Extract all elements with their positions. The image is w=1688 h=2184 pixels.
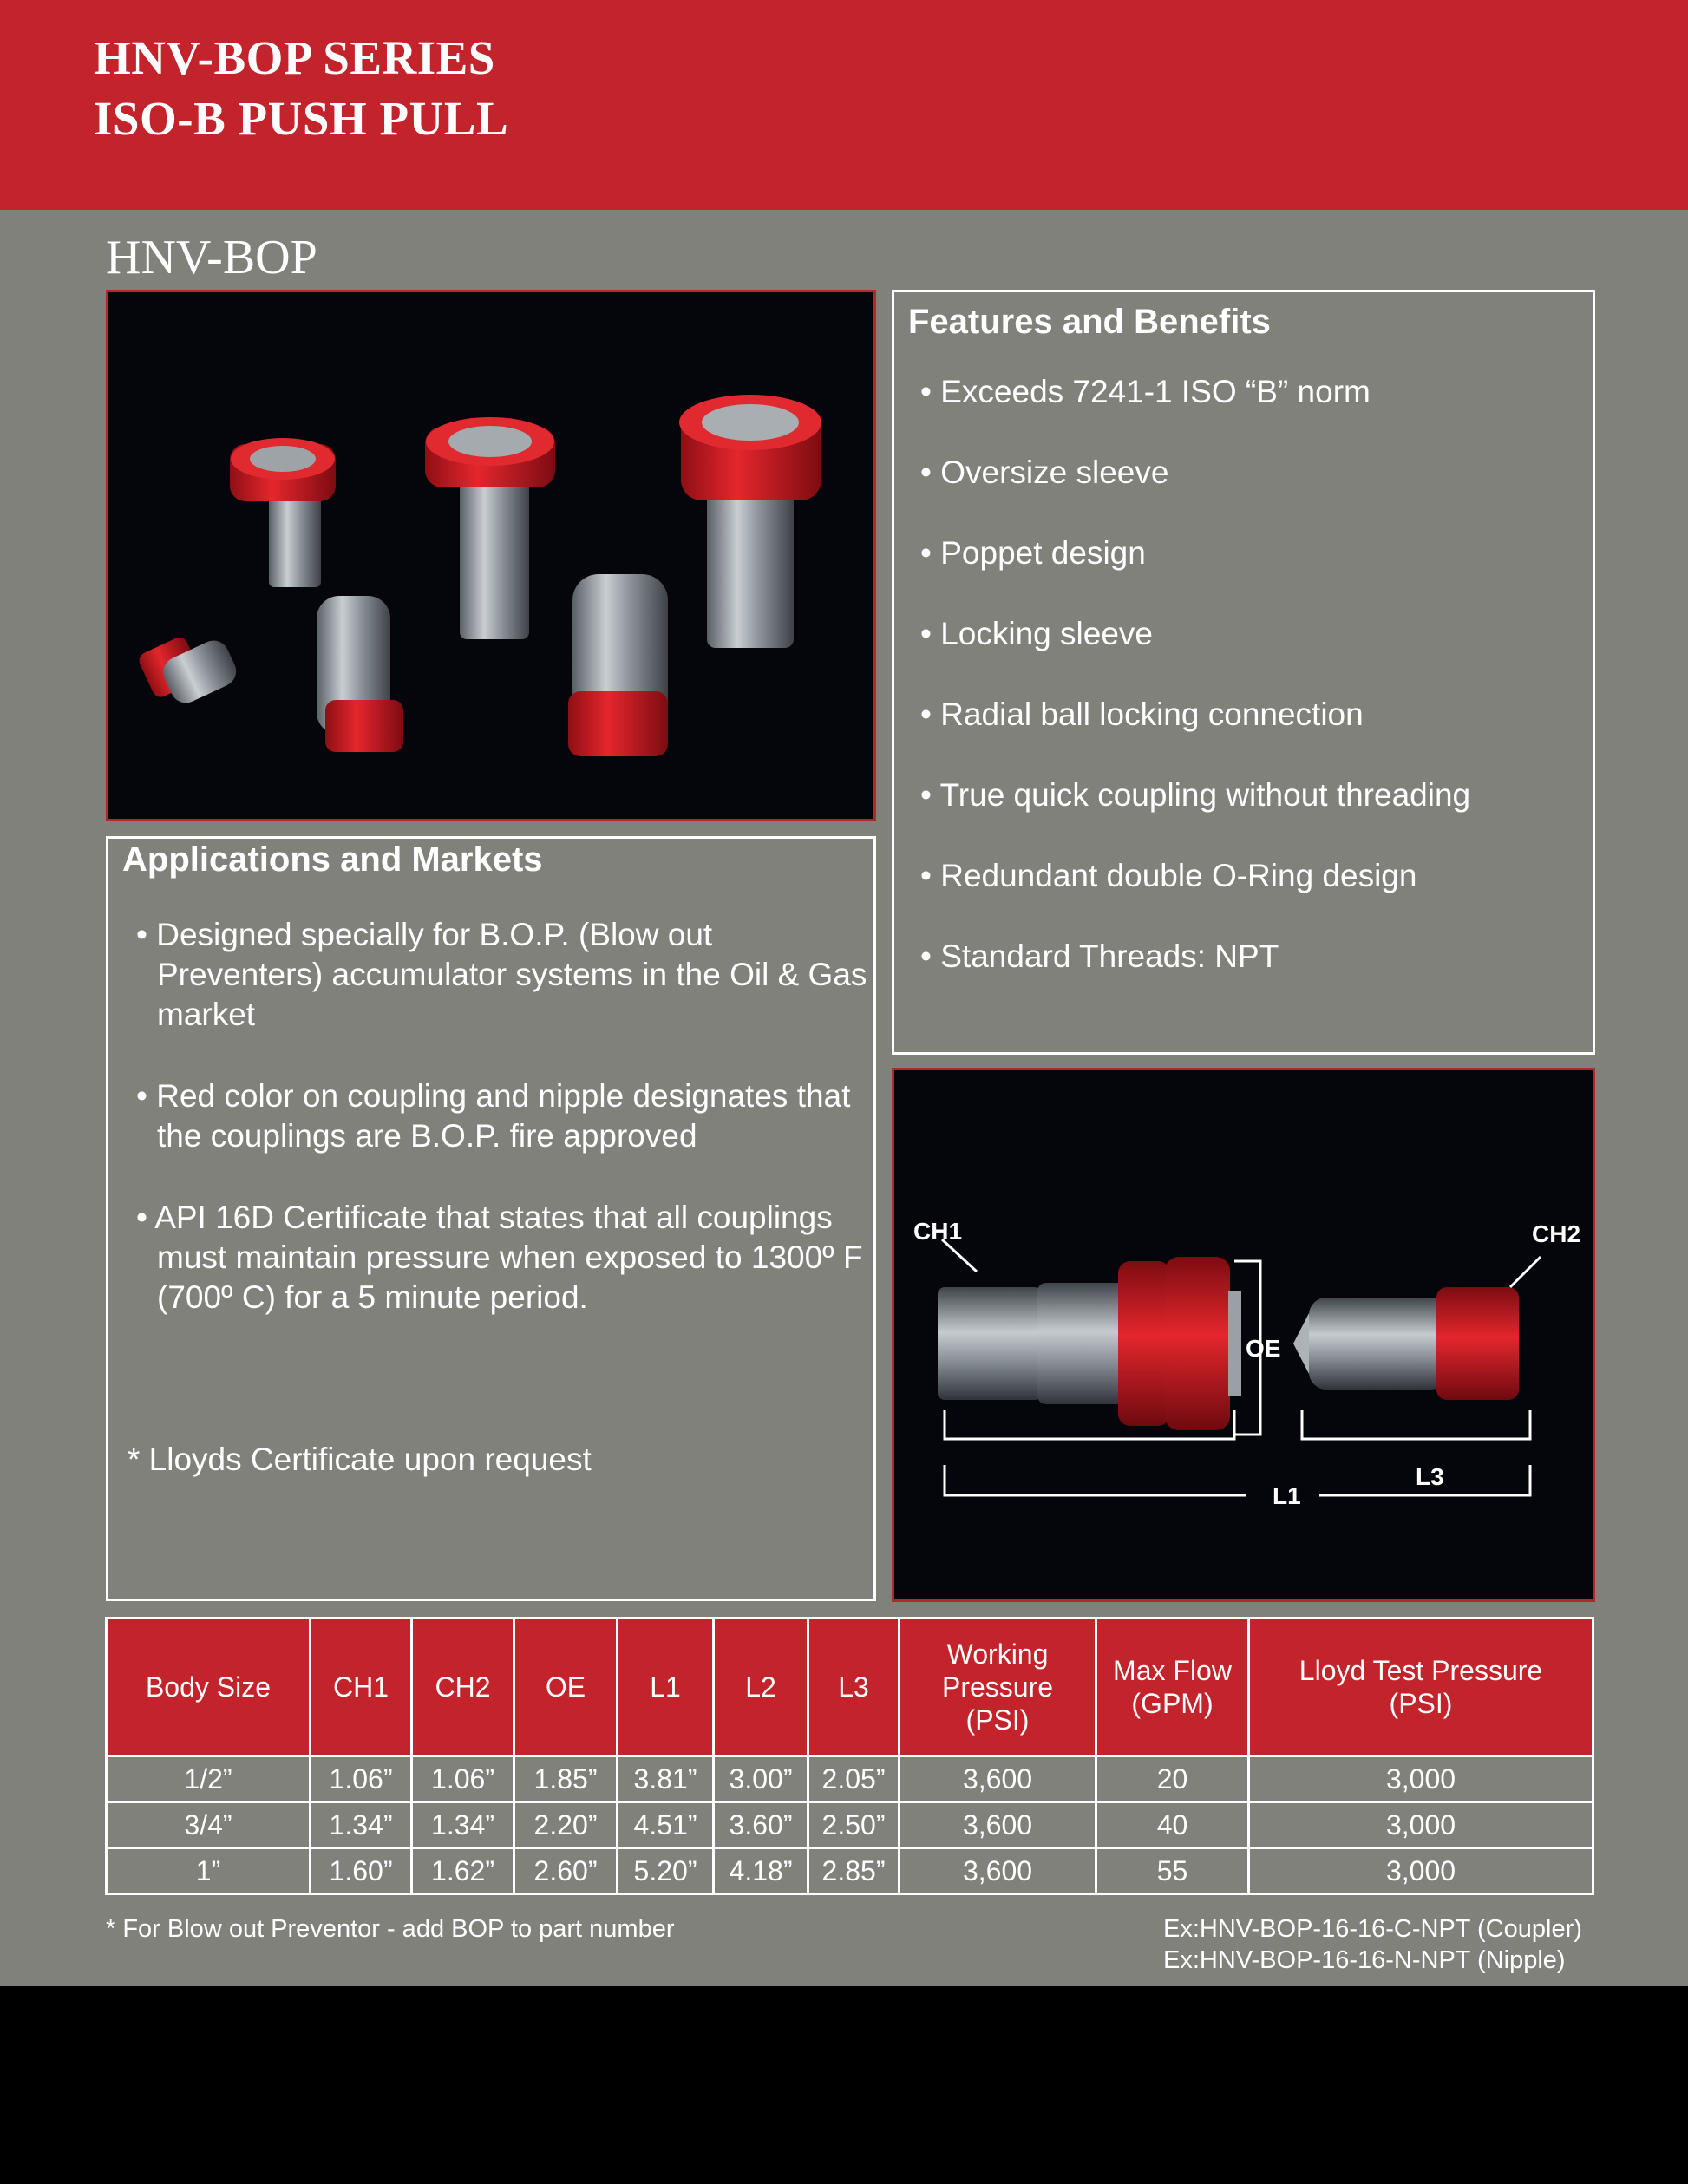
cell: 1.06”: [412, 1756, 514, 1802]
header-banner: [0, 0, 1688, 210]
feature-item: • Locking sleeve: [920, 616, 1153, 651]
header-max-flow: Max Flow (GPM): [1096, 1618, 1249, 1756]
header-ch2: CH2: [412, 1618, 514, 1756]
example-coupler: Ex:HNV-BOP-16-16-C-NPT (Coupler): [1163, 1915, 1582, 1943]
cell: 1.85”: [514, 1756, 618, 1802]
cell: 1.34”: [311, 1802, 412, 1848]
small-nipple: [136, 635, 241, 709]
table-row: [107, 1848, 1593, 1894]
cell: 2.85”: [808, 1848, 900, 1894]
series-title: HNV-BOP SERIES: [94, 31, 495, 84]
cell: 4.51”: [618, 1802, 714, 1848]
cell: 3.00”: [714, 1756, 808, 1802]
header-lloyd-test-pressure: Lloyd Test Pressure (PSI): [1249, 1618, 1593, 1756]
feature-item: • Redundant double O-Ring design: [920, 858, 1417, 893]
application-item: • Red color on coupling and nipple designates that the couplings are B.O.P. fire approved: [136, 1078, 851, 1154]
features-title: Features and Benefits: [908, 303, 1271, 341]
footer-note: * For Blow out Preventor - add BOP to part number: [106, 1915, 675, 1943]
header-oe: OE: [514, 1618, 618, 1756]
cell: 2.50”: [808, 1802, 900, 1848]
feature-item: • Exceeds 7241-1 ISO “B” norm: [920, 374, 1371, 409]
section-title: HNV-BOP: [106, 231, 317, 284]
header-body-size: Body Size: [107, 1618, 311, 1756]
application-item: • Designed specially for B.O.P. (Blow out Preventers) accumulator systems in the Oil & Gas market: [136, 917, 867, 1032]
large-nipple: [568, 574, 668, 756]
example-nipple: Ex:HNV-BOP-16-16-N-NPT (Nipple): [1163, 1946, 1566, 1974]
large-coupler: [679, 395, 821, 648]
series-subtitle: ISO-B PUSH PULL: [94, 92, 509, 145]
cell: 2.05”: [808, 1756, 900, 1802]
cell: 3,600: [900, 1848, 1096, 1894]
header-l2: L2: [714, 1618, 808, 1756]
feature-item: • Standard Threads: NPT: [920, 938, 1279, 974]
label-l3: L3: [1416, 1463, 1444, 1490]
cell: 3,000: [1249, 1802, 1593, 1848]
coupling-group-illustration: [108, 292, 873, 819]
cell: 5.20”: [618, 1848, 714, 1894]
cell: 1.06”: [311, 1756, 412, 1802]
feature-item: • Poppet design: [920, 535, 1146, 571]
dimension-diagram: [892, 1068, 1595, 1602]
header-ch1: CH1: [311, 1618, 412, 1756]
cell: 1.60”: [311, 1848, 412, 1894]
cell: 1”: [107, 1848, 311, 1894]
cell: 3,000: [1249, 1848, 1593, 1894]
label-l1: L1: [1273, 1482, 1301, 1509]
applications-box: [106, 836, 876, 1601]
cell: 3,600: [900, 1802, 1096, 1848]
cell: 3,000: [1249, 1756, 1593, 1802]
cell: 3.60”: [714, 1802, 808, 1848]
feature-item: • True quick coupling without threading: [920, 777, 1471, 813]
cell: 1.34”: [412, 1802, 514, 1848]
coupler-side-view: [938, 1257, 1241, 1430]
cell: 3,600: [900, 1756, 1096, 1802]
medium-coupler: [425, 417, 555, 639]
header-l3: L3: [808, 1618, 900, 1756]
cell: 2.60”: [514, 1848, 618, 1894]
nipple-side-view: [1293, 1287, 1519, 1400]
label-oe: OE: [1246, 1335, 1281, 1362]
specification-table: [105, 1617, 1594, 1895]
header-l1: L1: [618, 1618, 714, 1756]
small-coupler: [230, 438, 336, 587]
cell: 20: [1096, 1756, 1249, 1802]
cell: 1.62”: [412, 1848, 514, 1894]
feature-item: • Radial ball locking connection: [920, 696, 1364, 732]
label-ch2: CH2: [1532, 1220, 1581, 1247]
cell: 1/2”: [107, 1756, 311, 1802]
applications-title: Applications and Markets: [122, 840, 543, 879]
label-ch1: CH1: [913, 1218, 963, 1245]
cell: 4.18”: [714, 1848, 808, 1894]
features-box: [892, 290, 1595, 1055]
cell: 55: [1096, 1848, 1249, 1894]
cell: 3/4”: [107, 1802, 311, 1848]
lloyds-note: * Lloyds Certificate upon request: [128, 1442, 592, 1477]
table-row: [107, 1802, 1593, 1848]
table-row: [107, 1756, 1593, 1802]
cell: 3.81”: [618, 1756, 714, 1802]
cell: 40: [1096, 1802, 1249, 1848]
application-item: • API 16D Certificate that states that all couplings must maintain pressure when exposed to 1300º F (700º C) for a 5 minute period.: [136, 1200, 863, 1315]
feature-item: • Oversize sleeve: [920, 454, 1169, 490]
cell: 2.20”: [514, 1802, 618, 1848]
medium-nipple: [317, 596, 403, 752]
table-header-row: [107, 1618, 1593, 1756]
header-working-pressure: Working Pressure (PSI): [900, 1618, 1096, 1756]
product-photo: [106, 290, 876, 821]
coupling-dimension-illustration: [894, 1070, 1593, 1599]
